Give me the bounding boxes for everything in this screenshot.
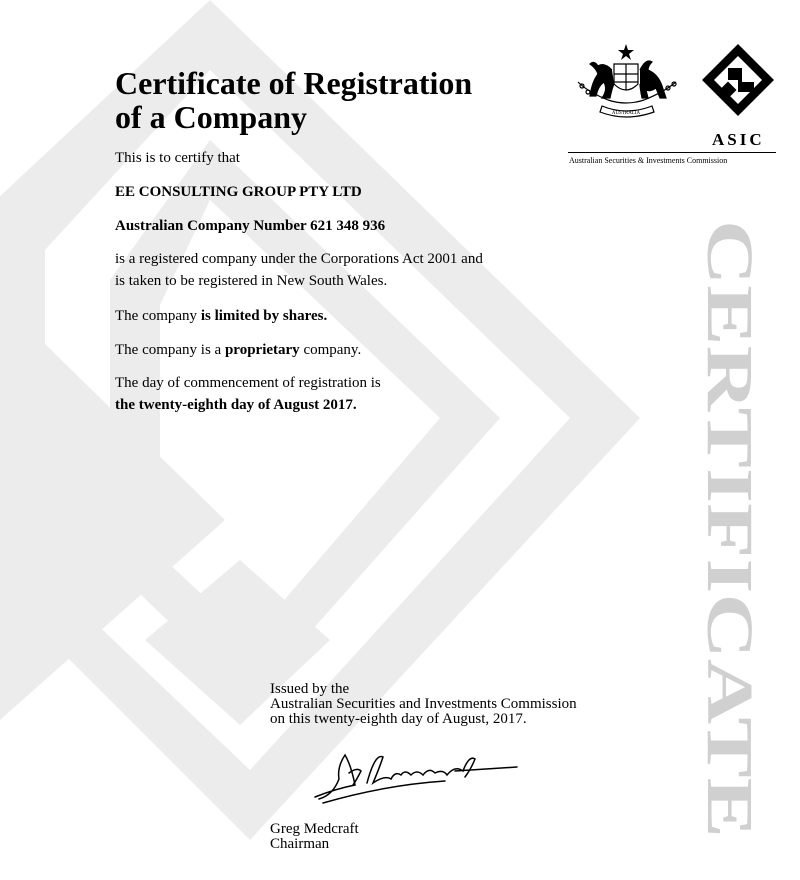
intro-text: This is to certify that xyxy=(115,150,240,166)
asic-diamond-icon xyxy=(702,44,774,116)
agency-logo xyxy=(568,40,778,130)
limited-value: is limited by shares. xyxy=(200,308,328,324)
type-suffix: company. xyxy=(303,342,362,358)
company-number: Australian Company Number 621 348 936 xyxy=(115,218,386,234)
limited-statement xyxy=(115,305,327,327)
commencement-label: The day of commencement of registration is xyxy=(115,375,381,391)
company-name: EE CONSULTING GROUP PTY LTD xyxy=(115,184,362,200)
asic-full-name: Australian Securities & Investments Commission xyxy=(569,156,728,165)
commencement-statement xyxy=(115,372,381,416)
type-value: proprietary xyxy=(224,342,300,358)
signer-block xyxy=(270,822,359,852)
registration-line-2: is taken to be registered in New South Wales. xyxy=(115,273,388,289)
issued-line-2: Australian Securities and Investments Commission xyxy=(270,696,577,712)
issued-line-3: on this twenty-eighth day of August, 2017. xyxy=(270,711,527,727)
signer-name: Greg Medcraft xyxy=(270,821,359,837)
commencement-date: the twenty-eighth day of August 2017. xyxy=(115,397,357,413)
certificate-title xyxy=(115,66,472,134)
title-line-2: of a Company xyxy=(115,99,308,135)
title-line-1: Certificate of Registration xyxy=(115,65,473,101)
asic-divider xyxy=(568,152,776,153)
signature-image xyxy=(305,745,525,805)
coat-of-arms-icon xyxy=(578,44,676,117)
signer-role: Chairman xyxy=(270,836,330,852)
registration-line-1: is a registered company under the Corporations Act 2001 and xyxy=(115,251,483,267)
issued-statement xyxy=(270,682,577,727)
type-prefix: The company is a xyxy=(115,342,222,358)
asic-abbreviation: ASIC xyxy=(712,130,765,149)
company-type-statement xyxy=(115,339,361,361)
registration-statement xyxy=(115,248,483,292)
seal-scroll-text: AUSTRALIA xyxy=(611,111,641,116)
limited-prefix: The company xyxy=(115,308,198,324)
vertical-certificate-watermark xyxy=(693,220,766,850)
vertical-certificate-text: CERTIFICATE xyxy=(693,220,766,672)
issued-line-1: Issued by the xyxy=(270,681,350,697)
